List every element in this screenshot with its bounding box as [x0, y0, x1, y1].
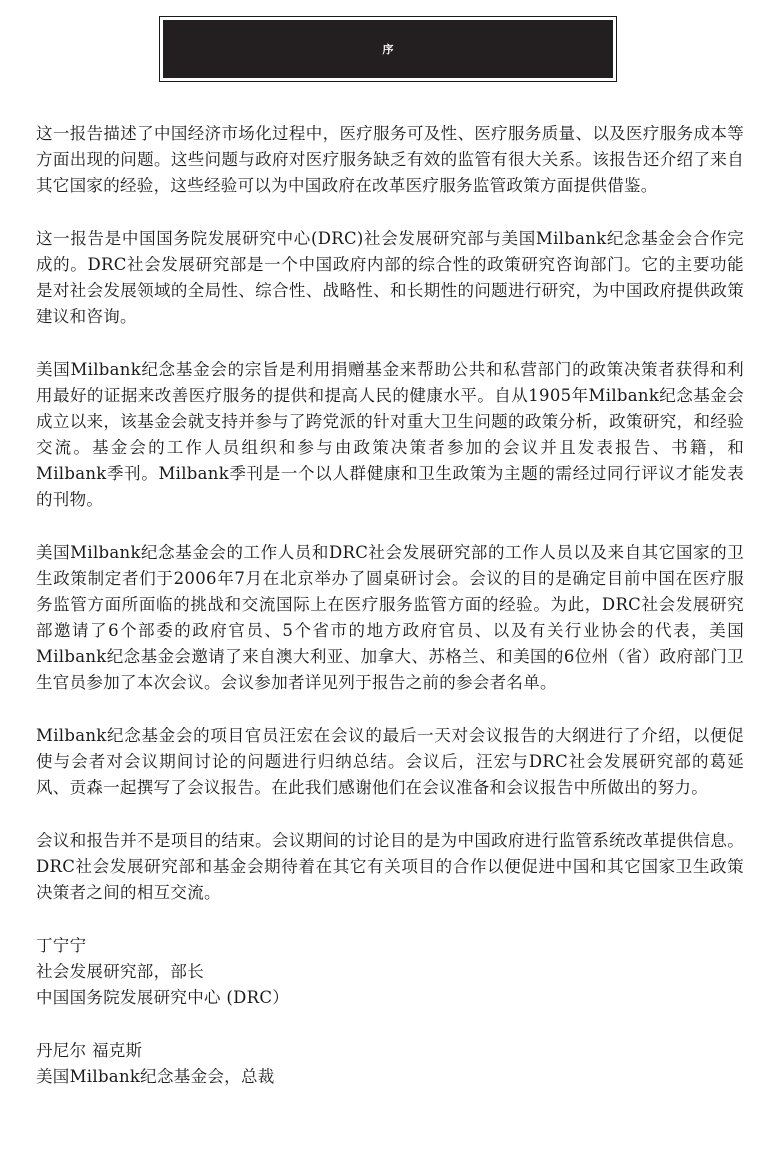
signatory-organization: 中国国务院发展研究中心 (DRC）	[36, 988, 290, 1007]
paragraph: 会议和报告并不是项目的结束。会议期间的讨论目的是为中国政府进行监管系统改革提供信息。DRC社会发展研究部和基金会期待着在其它有关项目的合作以便促进中国和其它国家卫生政策决策者之间的相互交流。	[36, 831, 744, 902]
paragraph: 这一报告描述了中国经济市场化过程中，医疗服务可及性、医疗服务质量、以及医疗服务成本等方面出现的问题。这些问题与政府对医疗服务缺乏有效的监管有很大关系。该报告还介绍了来自其它国家的经验，这些经验可以为中国政府在改革医疗服务监管政策方面提供借鉴。	[36, 124, 744, 195]
paragraph: 美国Milbank纪念基金会的宗旨是利用捐赠基金来帮助公共和私营部门的政策决策者获得和利用最好的证据来改善医疗服务的提供和提高人民的健康水平。自从1905年Milbank纪念基金会成立以来，该基金会就支持并参与了跨党派的针对重大卫生问题的政策分析，政策研究，和经验交流。基金会的工作人员组织和参与由政策决策者参加的会议并且发表报告、书籍，和Milbank季刊。Milbank季刊是一个以人群健康和卫生政策为主题的需经过同行评议才能发表的刊物。	[36, 360, 744, 509]
paragraph: Milbank纪念基金会的项目官员汪宏在会议的最后一天对会议报告的大纲进行了介绍，以便促使与会者对会议期间讨论的问题进行归纳总结。会议后，汪宏与DRC社会发展研究部的葛延风、贡森一起撰写了会议报告。在此我们感谢他们在会议准备和会议报告中所做出的努力。	[36, 726, 744, 797]
signature-block	[36, 1038, 744, 1090]
preface-body	[36, 121, 744, 1117]
header-banner	[163, 20, 613, 78]
signatory-position: 社会发展研究部，部长	[36, 962, 204, 981]
page-title: 序	[382, 43, 394, 56]
signatory-name: 丁宁宁	[36, 936, 87, 955]
signature-block	[36, 933, 744, 1011]
paragraph: 美国Milbank纪念基金会的工作人员和DRC社会发展研究部的工作人员以及来自其它国家的卫生政策制定者们于2006年7月在北京举办了圆桌研讨会。会议的目的是确定目前中国在医疗服务监管方面所面临的挑战和交流国际上在医疗服务监管方面的经验。为此，DRC社会发展研究部邀请了6个部委的政府官员、5个省市的地方政府官员、以及有关行业协会的代表，美国Milbank纪念基金会邀请了来自澳大利亚、加拿大、苏格兰、和美国的6位州（省）政府部门卫生官员参加了本次会议。会议参加者详见列于报告之前的参会者名单。	[36, 543, 744, 692]
paragraph: 这一报告是中国国务院发展研究中心(DRC)社会发展研究部与美国Milbank纪念基金会合作完成的。DRC社会发展研究部是一个中国政府内部的综合性的政策研究咨询部门。它的主要功能是对社会发展领域的全局性、综合性、战略性、和长期性的问题进行研究，为中国政府提供政策建议和咨询。	[36, 229, 744, 326]
signatory-name: 丹尼尔 福克斯	[36, 1041, 143, 1060]
signatory-position: 美国Milbank纪念基金会，总裁	[36, 1067, 275, 1086]
header-frame	[159, 16, 617, 82]
